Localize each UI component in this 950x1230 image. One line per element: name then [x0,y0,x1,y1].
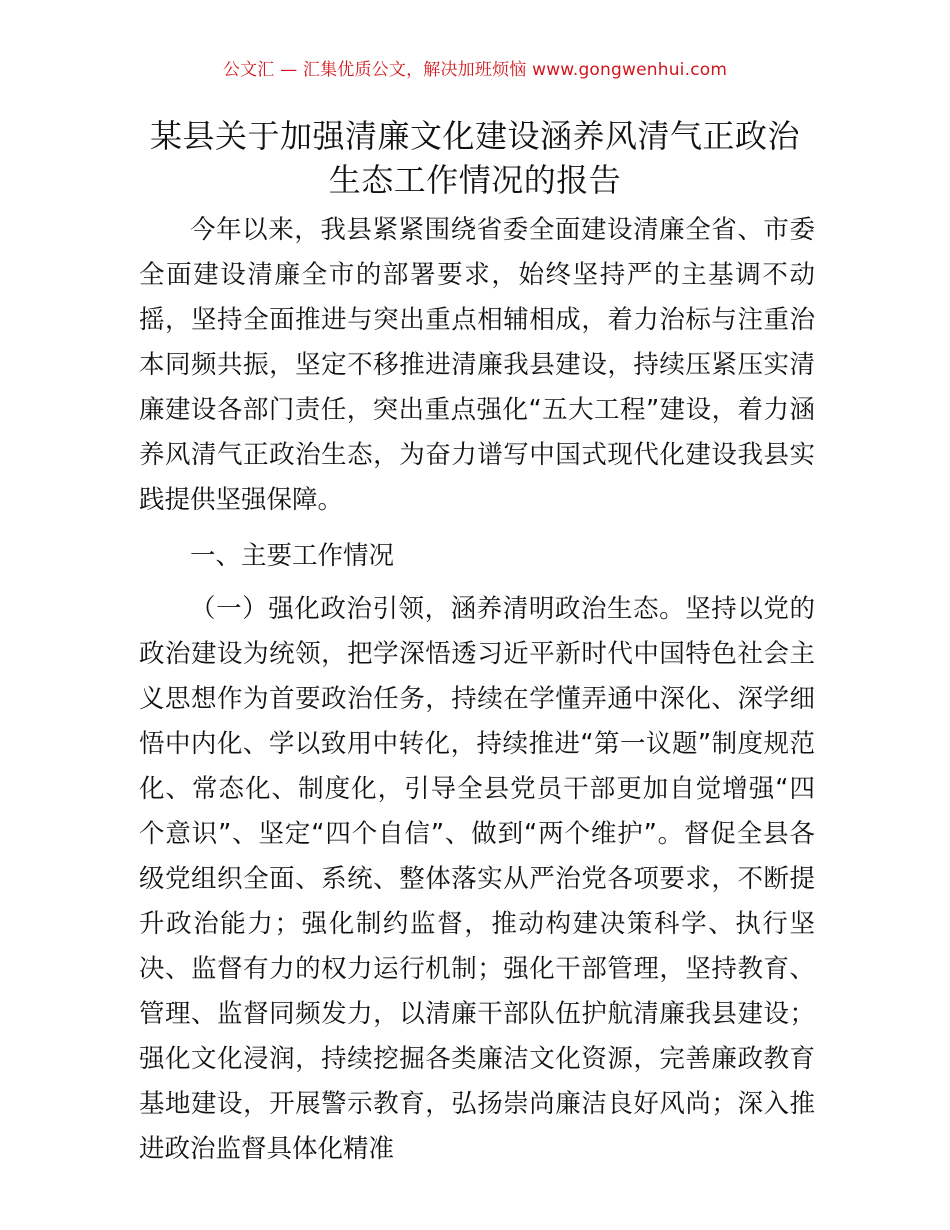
site-header-banner[interactable]: 公文汇 — 汇集优质公文，解决加班烦恼 www.gongwenhui.com [222,60,728,80]
subsection-paragraph: （一）强化政治引领，涵养清明政治生态。坚持以党的政治建设为统领，把学深悟透习近平新时代中国特色社会主义思想作为首要政治任务，持续在学懂弄通中深化、深学细悟中内化、学以致用中转化，持续推进“第一议题”制度规范化、常态化、制度化，引导全县党员干部更加自觉增强“四个意识”、坚定“四个自信”、做到“两个维护”。督促全县各级党组织全面、系统、整体落实从严治党各项要求，不断提升政治能力；强化制约监督，推动构建决策科学、执行坚决、监督有力的权力运行机制；强化干部管理，坚持教育、管理、监督同频发力，以清廉干部队伍护航清廉我县建设；强化文化浸润，持续挖掘各类廉洁文化资源，完善廉政教育基地建设，开展警示教育，弘扬崇尚廉洁良好风尚；深入推进政治监督具体化精准 [139,594,815,1164]
document-title-line-2: 生态工作情况的报告 [328,161,622,199]
document-title [100,114,850,202]
intro-paragraph: 今年以来，我县紧紧围绕省委全面建设清廉全省、市委全面建设清廉全市的部署要求，始终坚持严的主基调不动摇，坚持全面推进与突出重点相辅相成，着力治标与注重治本同频共振，坚定不移推进清廉我县建设，持续压紧压实清廉建设各部门责任，突出重点强化“五大工程”建设，着力涵养风清气正政治生态，为奋力谱写中国式现代化建设我县实践提供坚强保障。 [139,215,815,515]
document-body [139,208,815,1172]
document-title-line-1: 某县关于加强清廉文化建设涵养风清气正政治 [149,117,800,155]
section-heading: 一、主要工作情况 [190,541,395,571]
